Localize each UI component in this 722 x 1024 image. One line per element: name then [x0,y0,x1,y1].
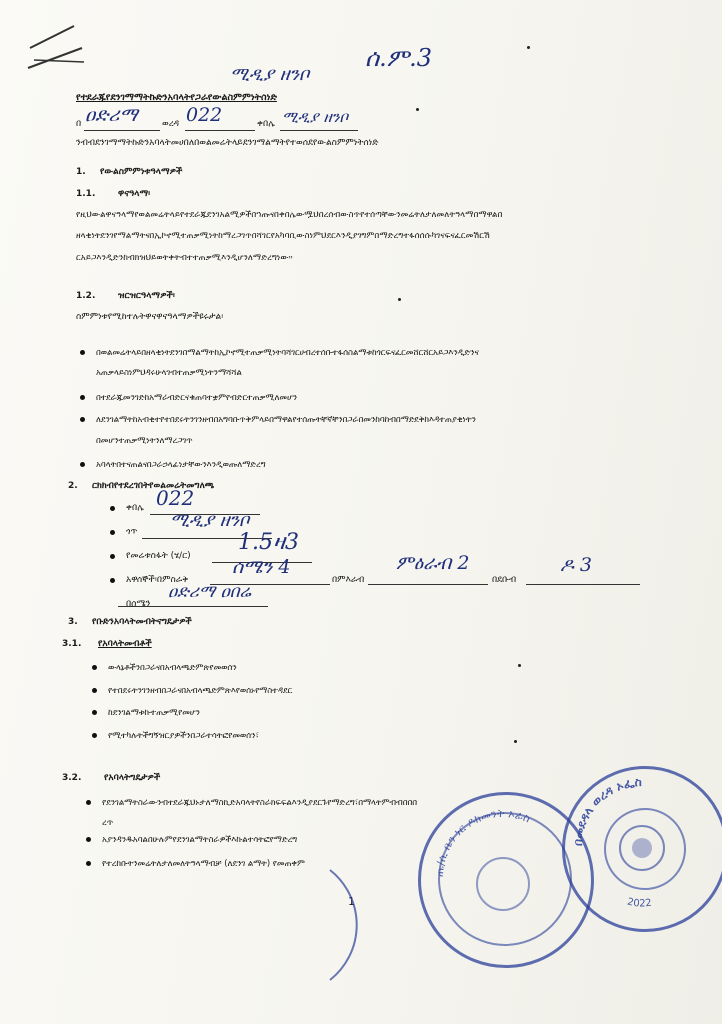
handwritten-got-name: ሚዲያ ዘንቦ [282,108,349,126]
handwritten-top-name: ሚዲያ ዘንቦ [230,64,310,85]
pen-mark-icon [22,18,92,73]
right-3: ከደንገልማቱኩተጠቃሚየመሆን [108,707,200,717]
stamp-1-text: ጤ/ሲ ቤን ነር ዶክመንት ኦፊስ [432,806,533,878]
list-bullet-icon [110,530,115,535]
ink-speck [416,108,419,111]
field-south-boundary-label: በደቡብ [492,575,517,585]
intro-kebele-label: ቀበሌ [257,119,275,129]
duty-1-line-1: የደንገልማትስራውንብተደራጁህኑታለማስኪድአባላትየስራክፍፍልእንዲያደርጉየማድረግ፣በማላትምብብበበበ [102,797,418,807]
intro-line-2: ንብብደንገማማትኩድንአባላትመሀበለበወልመሬትላይደንገማልማትየተወሰደየውልስምምነትሰነድ [76,138,379,148]
section-1-1-para-line-3: ርአይጋእንዲድንከብክዝህይወትቀትብተተጠቃሚእንዲሆንለማድረግነው። [76,253,293,263]
stamp-2-year: 2022 [626,896,653,910]
ink-speck [527,46,530,49]
handwritten-field-got: ሚዲያ ዘንቦ [170,510,250,531]
list-bullet-icon [86,800,91,805]
section-1-2-number: 1.2. [76,291,96,301]
list-bullet-icon [80,417,85,422]
stamp-arc-icon [290,860,380,990]
section-2-title: ርክክብየተደረገበትየወልመሬትመግለጫ [92,481,215,491]
right-1: ውላኔቶችንበጋራናበአብላጫድምጽየመወሰን [108,662,237,672]
section-3-1-number: 3.1. [62,639,82,649]
list-bullet-icon [92,710,97,715]
list-bullet-icon [80,462,85,467]
section-1-1-para-line-1: የዚህውልዋናዓላማየወልመሬትላይየተደራጁደንገአልሚዎችበኀጡናበቀበሌውሟህበረሰብውስጥየተሰጣቸውንመሬትለታለመለትዓላማበማዋልበ [76,210,503,220]
svg-text:በመደዳላ ወረዳ ኦፌስ [571,775,642,846]
ink-speck [398,298,401,301]
handwritten-west-boundary: ምዕራብ 2 [396,552,470,574]
handwritten-field-kebele: 022 [156,486,195,510]
list-bullet-icon [86,837,91,842]
section-3-title: የቡድንአባላትመብትናግዴታዎች [92,617,192,627]
handwritten-north-boundary: ዐድሪማ ዐበሬ [168,582,252,602]
section-1-number: 1. [76,167,86,177]
section-1-1-number: 1.1. [76,189,96,199]
section-3-number: 3. [68,617,78,627]
objective-3-line-2: በመሆንተጠቃሚነትንለማረጋገጥ [96,435,193,445]
page-number: 1 [348,895,355,908]
objective-3-line-1: ለደንገልማትከአብቂተየተበደሩትንገንዘብበአግባቡጥቅምላይበማዋልየተሰጡትቸኛቸንበጋራበመንከባከብበማድደቅከእዳተጠያቂነትን [96,414,476,424]
duty-2: አያንዳንዱአባልበሁሉምየደንገልማትስራዎችእኩልተሳትፎየማድረግ [102,834,298,844]
ink-speck [514,740,517,743]
ink-speck [518,664,521,667]
duty-3: የተረከቡትንመሬትለታለመለትዓላማብቻ (ለደንገ ልማት) የመጠቀም [102,858,305,868]
section-3-2-title: የአባላትግዴታዎች [104,773,161,783]
section-2-number: 2. [68,481,78,491]
svg-text:2022 [626,897,652,910]
list-bullet-icon [80,395,85,400]
intro-prefix: በ [76,119,82,129]
objective-4: አባላትበተናጠልናበጋራኃላፊነታቸውንእንዲወጡለማድረግ [96,459,266,469]
list-bullet-icon [110,554,115,559]
list-bullet-icon [80,350,85,355]
section-3-2-number: 3.2. [62,773,82,783]
field-west-boundary-label: በምእራብ [332,575,365,585]
section-1-2-title: ዝርዝርዓላማዎች፡ [118,291,175,301]
right-2: የተበደሩትንገንዘብበጋራናበአብላጫድምጽእየወሰኑየማስተዳደር [108,685,293,695]
objective-2: በተደራጁመንገድከአማራብድርናቁጠባተቋምየብድርተጠቃሚለመሆን [96,392,298,402]
list-bullet-icon [86,861,91,866]
list-bullet-icon [110,578,115,583]
handwritten-party-name: ዐድሪማ [85,104,138,126]
section-1-1-para-line-2: ዘላቂነትደንገየማልማትናበኢኮኖሚተጠቃሚነትከማረጋገጥበሻገርየአካባቢውስነምህደርእንዲያገግምበማድረግተፋሰሰሱካገናፍናፈርመሽርሽ [76,231,490,241]
list-bullet-icon [110,506,115,511]
handwritten-south-boundary: ዶ 3 [560,554,592,576]
list-bullet-icon [92,688,97,693]
field-area-label: የመሬቱስፋት (ሄ/ር) [126,551,191,561]
section-1-title: የውልስምምነቱዓላማዎች [100,167,183,177]
duty-1-line-2: ረጥ [102,817,114,827]
handwritten-form-code: ሰ.ም.3 [365,44,433,72]
section-1-2-intro: ስምምነቱየሚከተሉትዋናዋናዓላማዎችዩሩታል፡ [76,312,224,322]
section-3-1-title: የአባላትመብቶች [98,639,152,649]
section-1-1-title: ዋናዓላማ፡ [118,189,151,199]
handwritten-east-boundary: ሰሜን 4 [232,556,291,578]
intro-woreda-label: ወረዳ [162,119,180,129]
list-bullet-icon [92,665,97,670]
stamp-2-seal-icon [562,766,722,926]
list-bullet-icon [92,733,97,738]
right-4: የሚተካሉትችግኝዝርያዎችንበጋራተሳትፎየመወሰን፣ [108,730,259,740]
stamp-2-text: በመደዳላ ወረዳ ኦፌስ [570,774,643,847]
field-north-boundary-label: በሰሜን [126,599,151,609]
objective-1-line-2: አጠቃላይስነምህዳሩሁላገብተጠቃሚነትንማሻሻል [96,367,242,377]
field-east-boundary-label: አዋሰኞች፡በምስራቅ [126,575,189,585]
handwritten-field-area: 1.5ዛ3 [238,530,299,555]
handwritten-woreda-value: 022 [186,104,223,126]
objective-1-line-1: በወልመሬትላይበዘላቂነትደንገበማልማትከኢኮኖሚተጠቃሚነትባሻገርሀብረተሰቡተፋሰስልማቱከጎርፍናፈርመሸርሸርአይጋእንዲድንና [96,347,479,357]
document-title: የተደራጁየደንገማማትኩድንአባላትየጋራየውልስምምነትሰነድ [76,92,277,103]
field-kebele-label: ቀበሌ [126,503,144,513]
field-got-label: ጎጥ [126,527,138,537]
